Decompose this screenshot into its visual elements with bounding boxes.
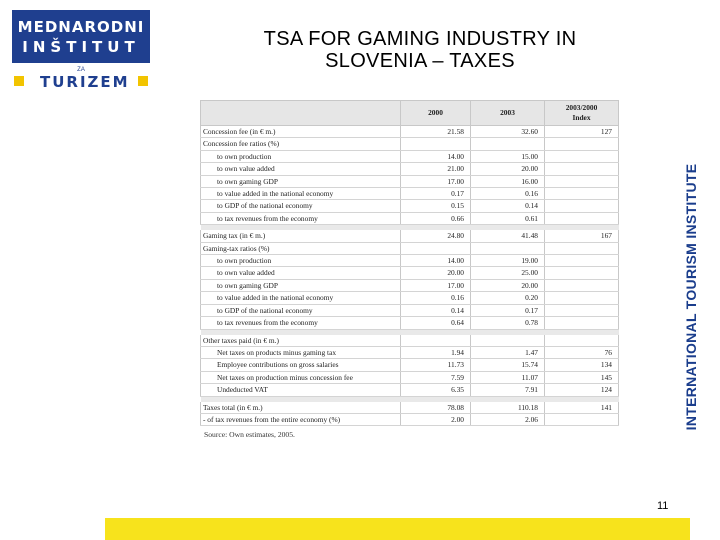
- value-cell: 21.00: [401, 163, 471, 175]
- value-cell: 15.74: [471, 359, 545, 371]
- value-cell: [545, 212, 619, 224]
- table-row: [201, 304, 619, 316]
- row-label-cell: Taxes total (in € m.): [201, 402, 401, 414]
- row-label-cell: Net taxes on products minus gaming tax: [201, 346, 401, 358]
- page-number: 11: [657, 500, 669, 512]
- table-header-cell: [201, 101, 401, 126]
- value-cell: 0.17: [471, 304, 545, 316]
- table-row: [201, 212, 619, 224]
- table-row: [201, 346, 619, 358]
- table-row: [201, 150, 619, 162]
- side-label: INTERNATIONAL TOURISM INSTITUTE: [683, 163, 699, 431]
- value-cell: [401, 138, 471, 150]
- value-cell: 24.80: [401, 230, 471, 242]
- tax-table-container: [200, 100, 618, 439]
- institute-logo: [12, 10, 150, 90]
- value-cell: 134: [545, 359, 619, 371]
- row-label-cell: Concession fee (in € m.): [201, 126, 401, 138]
- value-cell: 141: [545, 402, 619, 414]
- value-cell: [545, 317, 619, 329]
- slide-title-line2: SLOVENIA – TAXES: [325, 50, 515, 72]
- value-cell: [545, 150, 619, 162]
- value-cell: 32.60: [471, 126, 545, 138]
- value-cell: 1.94: [401, 346, 471, 358]
- row-label-cell: Gaming-tax ratios (%): [201, 242, 401, 254]
- row-label-cell: - of tax revenues from the entire economy (%): [201, 413, 401, 425]
- logo-text-line2: INŠTITUT: [22, 38, 140, 56]
- value-cell: 21.58: [401, 126, 471, 138]
- value-cell: 2.06: [471, 413, 545, 425]
- value-cell: [545, 279, 619, 291]
- table-row: [201, 292, 619, 304]
- table-row: [201, 138, 619, 150]
- logo-yellow-square-right: [138, 76, 148, 86]
- row-label-cell: to GDP of the national economy: [201, 200, 401, 212]
- value-cell: 11.73: [401, 359, 471, 371]
- tax-table: [200, 100, 619, 426]
- table-row: [201, 188, 619, 200]
- value-cell: 14.00: [401, 150, 471, 162]
- value-cell: [545, 175, 619, 187]
- row-label-cell: Employee contributions on gross salaries: [201, 359, 401, 371]
- logo-yellow-square-left: [14, 76, 24, 86]
- value-cell: 20.00: [401, 267, 471, 279]
- row-label-cell: to own production: [201, 150, 401, 162]
- value-cell: 7.91: [471, 384, 545, 396]
- row-label-cell: to tax revenues from the economy: [201, 317, 401, 329]
- value-cell: [545, 413, 619, 425]
- logo-text-line1: MEDNARODNI: [17, 18, 145, 36]
- row-label-cell: to own value added: [201, 267, 401, 279]
- value-cell: [545, 304, 619, 316]
- table-source-note: Source: Own estimates, 2005.: [204, 430, 295, 440]
- value-cell: [545, 163, 619, 175]
- row-label-cell: Net taxes on production minus concession fee: [201, 371, 401, 383]
- value-cell: 17.00: [401, 175, 471, 187]
- value-cell: 78.08: [401, 402, 471, 414]
- value-cell: 7.59: [401, 371, 471, 383]
- value-cell: 1.47: [471, 346, 545, 358]
- value-cell: 2.00: [401, 413, 471, 425]
- logo-blue-block: [12, 10, 150, 63]
- row-label-cell: to GDP of the national economy: [201, 304, 401, 316]
- value-cell: 17.00: [401, 279, 471, 291]
- value-cell: 16.00: [471, 175, 545, 187]
- row-label-cell: to value added in the national economy: [201, 292, 401, 304]
- value-cell: 0.78: [471, 317, 545, 329]
- value-cell: 145: [545, 371, 619, 383]
- value-cell: 15.00: [471, 150, 545, 162]
- slide-title: [175, 28, 665, 72]
- value-cell: 0.17: [401, 188, 471, 200]
- value-cell: [545, 255, 619, 267]
- table-row: [201, 255, 619, 267]
- value-cell: [545, 242, 619, 254]
- table-row: [201, 359, 619, 371]
- footer-yellow-bar: [105, 518, 690, 540]
- row-label-cell: Gaming tax (in € m.): [201, 230, 401, 242]
- logo-text-line3: TURIZEM: [40, 73, 130, 91]
- row-label-cell: to own gaming GDP: [201, 175, 401, 187]
- table-row: [201, 242, 619, 254]
- row-label-cell: Concession fee ratios (%): [201, 138, 401, 150]
- table-row: [201, 402, 619, 414]
- row-label-cell: Undeducted VAT: [201, 384, 401, 396]
- table-row: [201, 413, 619, 425]
- row-label-cell: to value added in the national economy: [201, 188, 401, 200]
- row-label-cell: to own production: [201, 255, 401, 267]
- value-cell: 167: [545, 230, 619, 242]
- table-row: [201, 279, 619, 291]
- value-cell: 127: [545, 126, 619, 138]
- table-row: [201, 267, 619, 279]
- value-cell: [401, 242, 471, 254]
- value-cell: 0.16: [471, 188, 545, 200]
- value-cell: 11.07: [471, 371, 545, 383]
- table-row: [201, 335, 619, 347]
- table-row: [201, 175, 619, 187]
- value-cell: 0.66: [401, 212, 471, 224]
- value-cell: 0.14: [471, 200, 545, 212]
- table-row: [201, 126, 619, 138]
- value-cell: 25.00: [471, 267, 545, 279]
- value-cell: [545, 188, 619, 200]
- value-cell: [401, 335, 471, 347]
- value-cell: 0.16: [401, 292, 471, 304]
- logo-text-za: ZA: [77, 67, 85, 73]
- table-row: [201, 317, 619, 329]
- value-cell: [545, 200, 619, 212]
- value-cell: 20.00: [471, 163, 545, 175]
- value-cell: 41.48: [471, 230, 545, 242]
- index-header-text: 2003/2000 Index: [565, 103, 598, 122]
- row-label-cell: to own value added: [201, 163, 401, 175]
- table-row: [201, 371, 619, 383]
- value-cell: [471, 242, 545, 254]
- table-row: [201, 230, 619, 242]
- value-cell: 0.64: [401, 317, 471, 329]
- value-cell: 124: [545, 384, 619, 396]
- value-cell: [545, 292, 619, 304]
- value-cell: 6.35: [401, 384, 471, 396]
- value-cell: [545, 138, 619, 150]
- value-cell: 0.61: [471, 212, 545, 224]
- row-label-cell: Other taxes paid (in € m.): [201, 335, 401, 347]
- value-cell: 14.00: [401, 255, 471, 267]
- value-cell: [471, 335, 545, 347]
- row-label-cell: to own gaming GDP: [201, 279, 401, 291]
- value-cell: 0.14: [401, 304, 471, 316]
- table-body: [201, 126, 619, 426]
- value-cell: [471, 138, 545, 150]
- table-row: [201, 163, 619, 175]
- table-header-row: [201, 101, 619, 126]
- value-cell: 0.20: [471, 292, 545, 304]
- table-row: [201, 384, 619, 396]
- value-cell: [545, 267, 619, 279]
- table-header-cell: 2003: [471, 101, 545, 126]
- slide-title-line1: TSA FOR GAMING INDUSTRY IN: [263, 28, 577, 50]
- value-cell: 20.00: [471, 279, 545, 291]
- value-cell: [545, 335, 619, 347]
- table-header-cell: 2000: [401, 101, 471, 126]
- value-cell: 110.18: [471, 402, 545, 414]
- value-cell: 76: [545, 346, 619, 358]
- value-cell: 19.00: [471, 255, 545, 267]
- value-cell: 0.15: [401, 200, 471, 212]
- table-header-cell: [545, 101, 619, 126]
- row-label-cell: to tax revenues from the economy: [201, 212, 401, 224]
- table-row: [201, 200, 619, 212]
